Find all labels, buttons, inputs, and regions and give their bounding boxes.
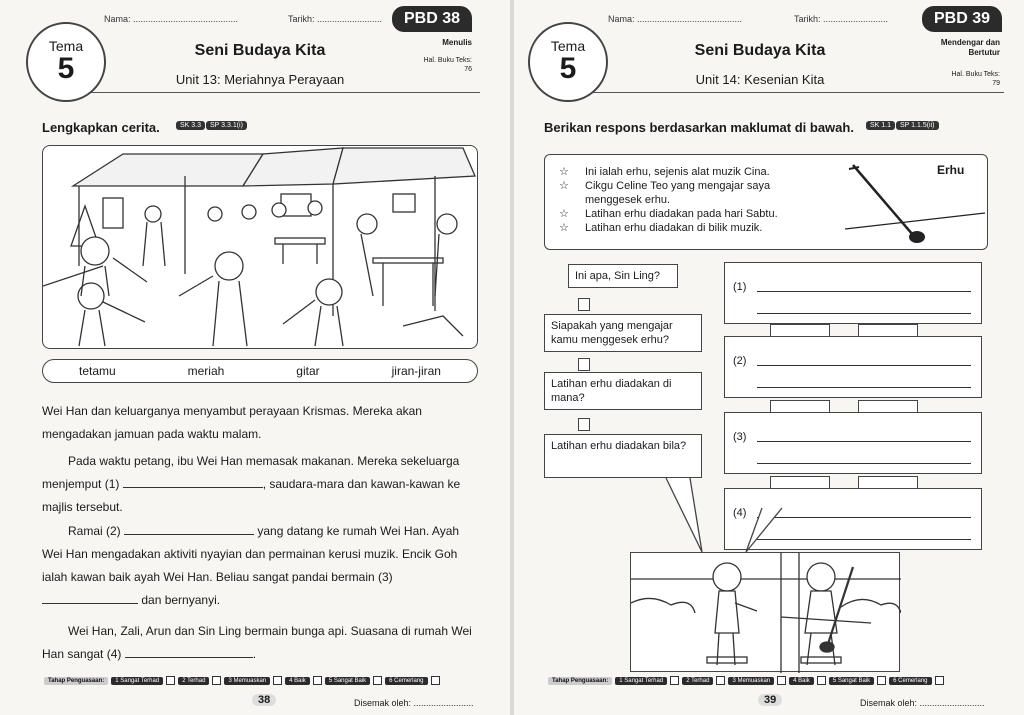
level-4: 4 Baik [285, 677, 310, 685]
connector-tab [578, 358, 590, 371]
answer-line [757, 463, 971, 464]
word-meriah: meriah [187, 364, 225, 378]
level-6: 6 Cemerlang [385, 677, 427, 685]
answer-line [757, 387, 971, 388]
connector-tab [858, 400, 918, 413]
pbd-badge: PBD 38 [392, 6, 472, 32]
tema-word: Tema [48, 38, 84, 54]
pbd-badge: PBD 39 [922, 6, 1002, 32]
party-illustration [42, 145, 478, 349]
level-2: 2 Terhad [178, 677, 209, 685]
speech-pointers [654, 476, 814, 556]
word-tetamu: tetamu [78, 364, 116, 378]
tarikh-field[interactable]: Tarikh: .......................... [288, 14, 383, 24]
level-6-checkbox[interactable] [431, 676, 440, 685]
sp-tag: SP 1.1.5(ii) [896, 121, 939, 130]
skill-line-2: Bertutur [968, 48, 1000, 57]
story-p2-start: Pada waktu petang, ibu Wei Han memasak makanan. Mereka sekeluarga menjemput (1) [42, 454, 460, 491]
tarikh-label: Tarikh: [288, 14, 315, 24]
info-item: ☆ Latihan erhu diadakan di bilik muzik. [557, 221, 827, 235]
answer-number: (3) [733, 431, 747, 443]
story-p4-start: Wei Han, Zali, Arun dan Sin Ling bermain bunga api. Suasana di rumah Wei Han sangat (4) [42, 624, 472, 661]
level-6: 6 Cemerlang [889, 677, 931, 685]
story-paragraph-3 [42, 520, 478, 612]
level-3: 3 Memuaskan [224, 677, 270, 685]
question-4: Latihan erhu diadakan bila? [544, 434, 702, 478]
level-1: 1 Sangat Terhad [615, 677, 667, 685]
level-3: 3 Memuaskan [728, 677, 774, 685]
nama-label: Nama: [104, 14, 131, 24]
hal-label: Hal. Buku Teks: [423, 57, 472, 64]
erhu-info-box [544, 154, 988, 250]
info-item: ☆ Cikgu Celine Teo yang mengajar saya menggesek erhu. [557, 179, 827, 207]
skill-line-1: Mendengar dan [940, 38, 1000, 47]
checked-by-field[interactable]: Disemak oleh: ........................ [354, 698, 474, 708]
connector-tab [770, 400, 830, 413]
info-item: ☆ Latihan erhu diadakan pada hari Sabtu. [557, 207, 827, 221]
story-p2-end: , saudara-mara dan kawan-kawan ke majlis tersebut. [42, 477, 461, 514]
mastery-label: Tahap Penguasaan: [548, 677, 612, 685]
page-number: 38 [252, 694, 276, 706]
level-2-checkbox[interactable] [716, 676, 725, 685]
story-p4-end: . [252, 647, 257, 661]
word-gitar: gitar [296, 364, 320, 378]
unit-title: Unit 13: Meriahnya Perayaan [175, 72, 345, 87]
erhu-label: Erhu [937, 163, 965, 177]
story-p3-end: dan bernyanyi. [141, 593, 221, 607]
word-jiran-jiran: jiran-jiran [391, 364, 441, 378]
info-item: ☆ Ini ialah erhu, sejenis alat muzik Cina. [557, 165, 827, 179]
erhu-icon [845, 161, 985, 247]
header-divider [60, 92, 480, 93]
answer-line [757, 365, 971, 366]
children-scene-svg [631, 553, 901, 673]
answer-number: (1) [733, 281, 747, 293]
answer-line [757, 441, 971, 442]
level-4: 4 Baik [789, 677, 814, 685]
connector-tab [578, 298, 590, 311]
hal-label: Hal. Buku Teks: [951, 71, 1000, 78]
mastery-label: Tahap Penguasaan: [44, 677, 108, 685]
connector-tab [858, 476, 918, 489]
page-title: Seni Budaya Kita [694, 42, 826, 59]
instruction: Lengkapkan cerita. [42, 120, 160, 135]
header-divider [564, 92, 1004, 93]
level-3-checkbox[interactable] [273, 676, 282, 685]
tema-word: Tema [550, 38, 586, 54]
mastery-level-bar [44, 676, 440, 685]
level-5-checkbox[interactable] [877, 676, 886, 685]
tema-badge [528, 22, 608, 102]
sk-tag: SK 3.3 [176, 121, 205, 130]
disemak-label: Disemak oleh: [860, 698, 918, 708]
story-p3-start: Ramai (2) [68, 524, 121, 538]
answer-line [757, 313, 971, 314]
instruction: Berikan respons berdasarkan maklumat di bawah. [544, 120, 854, 135]
page-number: 39 [758, 694, 782, 706]
tema-badge [26, 22, 106, 102]
level-1: 1 Sangat Terhad [111, 677, 163, 685]
erhu-conversation-illustration [630, 552, 900, 672]
level-4-checkbox[interactable] [313, 676, 322, 685]
answer-box-2[interactable] [724, 336, 982, 398]
level-5: 5 Sangat Baik [829, 677, 874, 685]
story-paragraph-1: Wei Han dan keluarganya menyambut perayaan Krismas. Mereka akan mengadakan jamuan pada waktu malam. [42, 404, 422, 441]
question-3: Latihan erhu diadakan di mana? [544, 372, 702, 410]
tema-number: 5 [559, 52, 577, 85]
hal-number: 79 [992, 80, 1000, 87]
answer-number: (4) [733, 507, 747, 519]
level-6-checkbox[interactable] [935, 676, 944, 685]
answer-box-1[interactable] [724, 262, 982, 324]
tarikh-field[interactable]: Tarikh: .......................... [794, 14, 889, 24]
level-4-checkbox[interactable] [817, 676, 826, 685]
level-3-checkbox[interactable] [777, 676, 786, 685]
level-1-checkbox[interactable] [166, 676, 175, 685]
page-left [0, 0, 510, 715]
tarikh-label: Tarikh: [794, 14, 821, 24]
skill-label [941, 38, 1000, 58]
textbook-page [951, 70, 1000, 88]
level-2: 2 Terhad [682, 677, 713, 685]
blank-3[interactable] [42, 590, 138, 604]
answer-number: (2) [733, 355, 747, 367]
sk-tag: SK 1.1 [866, 121, 895, 130]
connector-tab [578, 418, 590, 431]
level-5: 5 Sangat Baik [325, 677, 370, 685]
unit-title: Unit 14: Kesenian Kita [695, 72, 825, 87]
nama-field[interactable]: Nama: .......................................... [608, 14, 743, 24]
level-1-checkbox[interactable] [670, 676, 679, 685]
mastery-level-bar [548, 676, 944, 685]
skill-label: Menulis [442, 38, 472, 47]
page-right [514, 0, 1024, 715]
question-2: Siapakah yang mengajar kamu menggesek erhu? [544, 314, 702, 352]
story-paragraph-4 [42, 620, 478, 666]
blank-4[interactable] [125, 644, 253, 658]
party-scene-svg [43, 146, 479, 350]
level-5-checkbox[interactable] [373, 676, 382, 685]
tema-number: 5 [57, 52, 75, 85]
question-1: Ini apa, Sin Ling? [568, 264, 678, 288]
blank-2[interactable] [124, 521, 254, 535]
textbook-page [423, 56, 472, 74]
answer-box-3[interactable] [724, 412, 982, 474]
page-title: Seni Budaya Kita [194, 42, 326, 59]
hal-number: 76 [464, 66, 472, 73]
story-p3-middle: yang datang ke rumah Wei Han. Ayah Wei Han mengadakan aktiviti nyayian dan permainan kerusi muzik. Encik Goh ialah kawan baik ayah Wei Han. Beliau sangat pandai bermain (3) [42, 524, 460, 584]
connector-tab [858, 324, 918, 337]
connector-tab [770, 324, 830, 337]
story-paragraph-2 [42, 450, 478, 519]
checked-by-field[interactable]: Disemak oleh: .......................... [860, 698, 985, 708]
answer-line [757, 291, 971, 292]
disemak-label: Disemak oleh: [354, 698, 412, 708]
level-2-checkbox[interactable] [212, 676, 221, 685]
nama-field[interactable]: Nama: .......................................... [104, 14, 239, 24]
word-bank [42, 359, 478, 383]
nama-label: Nama: [608, 14, 635, 24]
sp-tag: SP 3.3.1(i) [206, 121, 247, 130]
info-list [557, 165, 827, 235]
blank-1[interactable] [123, 474, 263, 488]
